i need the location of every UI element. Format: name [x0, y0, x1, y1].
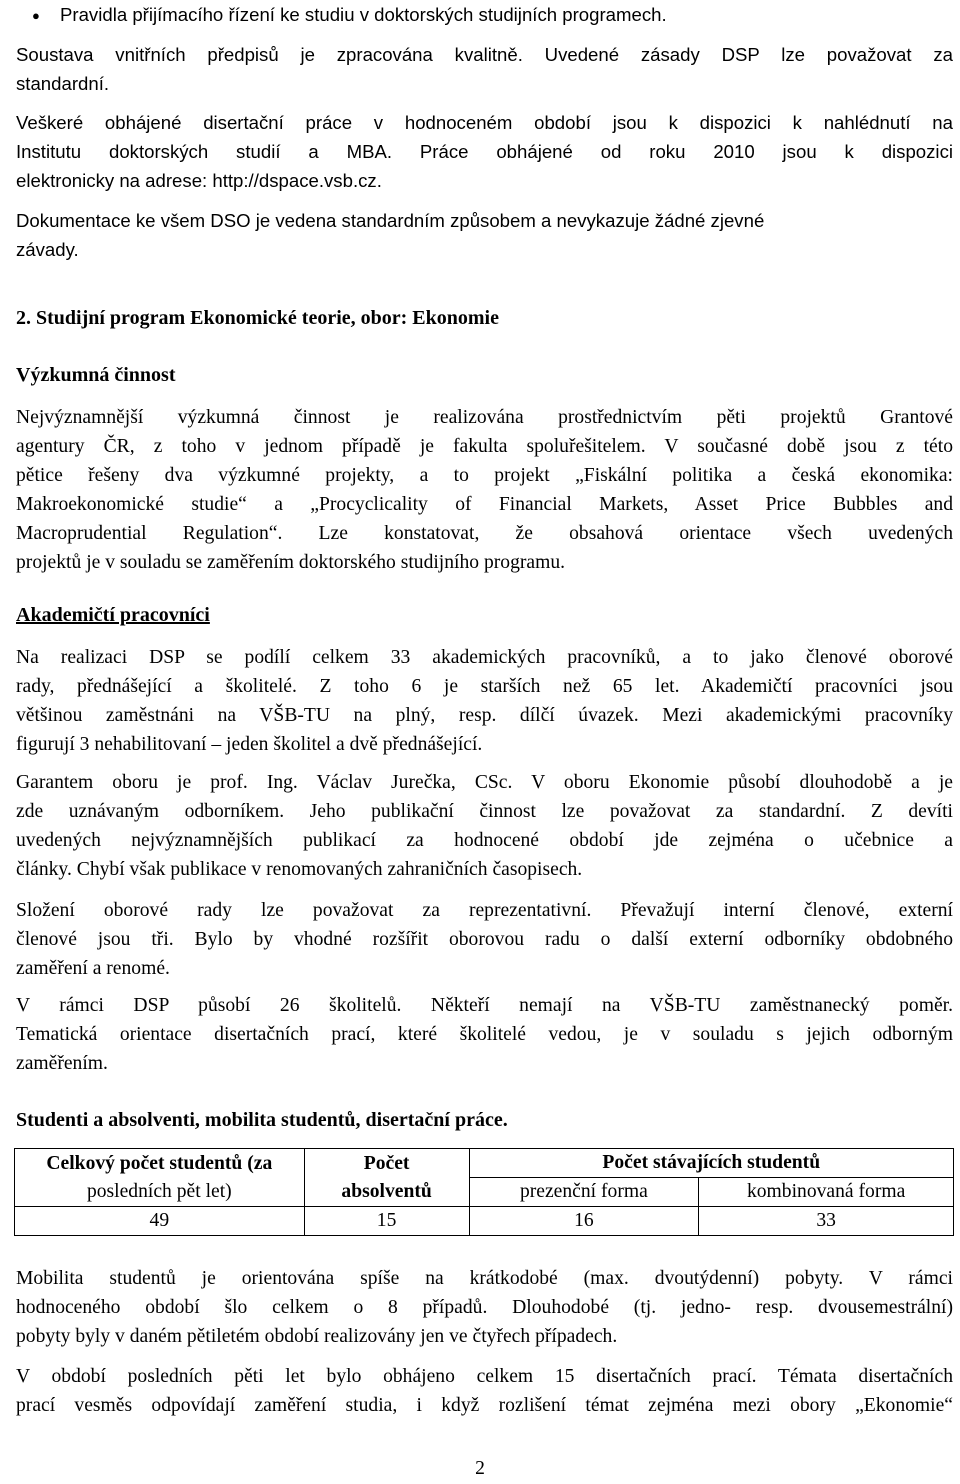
- text-line: zde uznávaným odborníkem. Jeho publikační činnost lze považovat za standardní. Z devíti: [16, 801, 953, 822]
- bullet-icon: ●: [32, 8, 40, 23]
- header-total-students: Celkový počet studentů (za posledních pět let): [15, 1149, 305, 1207]
- cell-total: 49: [15, 1207, 305, 1236]
- section-heading: 2. Studijní program Ekonomické teorie, obor: Ekonomie: [16, 307, 499, 329]
- text-line: V rámci DSP působí 26 školitelů. Někteří nemají na VŠB-TU zaměstnanecký poměr.: [16, 995, 953, 1016]
- text-line: Garantem oboru je prof. Ing. Václav Jurečka, CSc. V oboru Ekonomie působí dlouhodobě a je: [16, 772, 953, 793]
- text-line: zaměření a renomé.: [16, 958, 170, 979]
- header-combined: kombinovaná forma: [699, 1178, 954, 1207]
- cell-fulltime: 16: [469, 1207, 699, 1236]
- page-number: 2: [475, 1458, 485, 1479]
- text-line: Na realizaci DSP se podílí celkem 33 akademických pracovníků, a to jako členové oborové: [16, 647, 953, 668]
- text-line: figurují 3 nehabilitovaní – jeden školitel a dvě přednášející.: [16, 734, 483, 755]
- students-heading: Studenti a absolventi, mobilita studentů, disertační práce.: [16, 1109, 508, 1131]
- text-line: závady.: [16, 239, 79, 260]
- header-current-students: Počet stávajících studentů: [469, 1149, 953, 1178]
- text-line: V období posledních pěti let bylo obhájeno celkem 15 disertačních prací. Témata disertačních: [16, 1366, 953, 1387]
- cell-graduates: 15: [304, 1207, 469, 1236]
- text-line: Složení oborové rady lze považovat za reprezentativní. Převažují interní členové, externí: [16, 900, 953, 921]
- text-line: pobyty byly v daném pětiletém období realizovány jen ve čtyřech případech.: [16, 1326, 618, 1347]
- text-line: agentury ČR, z toho v jednom případě je fakulta spoluřešitelem. V současné době jsou z této: [16, 436, 953, 457]
- paragraph-documentation: [16, 206, 953, 264]
- text-line: členové jsou tři. Bylo by vhodné rozšířit oborovou radu o další externí odborníky obdobného: [16, 929, 953, 950]
- text-line: rady, přednášející a školitelé. Z toho 6 je starších než 65 let. Akademičtí pracovníci jsou: [16, 676, 953, 697]
- students-table: [14, 1148, 954, 1236]
- text-line: zaměřením.: [16, 1053, 108, 1074]
- text-line: Institutu doktorských studií a MBA. Práce obhájené od roku 2010 jsou k dispozici: [16, 141, 953, 162]
- text-line: Tematická orientace disertačních prací, které školitelé vedou, je v souladu s jejich odborným: [16, 1024, 953, 1045]
- paragraph-staff-count: [16, 643, 953, 759]
- research-heading: Výzkumná činnost: [16, 364, 176, 386]
- table-row: [15, 1207, 954, 1236]
- text-line: projektů je v souladu se zaměřením doktorského studijního programu.: [16, 552, 566, 573]
- text-line: Soustava vnitřních předpisů je zpracována kvalitně. Uvedené zásady DSP lze považovat za: [16, 44, 953, 65]
- text-line: hodnoceného období šlo celkem o 8 případů. Dlouhodobé (tj. jedno- resp. dvousemestrální): [16, 1297, 953, 1318]
- paragraph-supervisors: [16, 991, 953, 1078]
- bullet-text: Pravidla přijímacího řízení ke studiu v doktorských studijních programech.: [60, 4, 667, 25]
- paragraph-mobility: [16, 1264, 953, 1351]
- text-line: Macroprudential Regulation“. Lze konstatovat, že obsahová orientace všech uvedených: [16, 523, 953, 544]
- paragraph-board: [16, 896, 953, 983]
- text-line: většinou zaměstnáni na VŠB-TU na plný, resp. dílčí úvazek. Mezi akademickými pracovníky: [16, 705, 953, 726]
- text-line: Makroekonomické studie“ a „Procyclicality of Financial Markets, Asset Price Bubbles and: [16, 494, 953, 515]
- paragraph-guarantor: [16, 768, 953, 884]
- text-line: Dokumentace ke všem DSO je vedena standardním způsobem a nevykazuje žádné zjevné: [16, 210, 765, 231]
- staff-heading: Akademičtí pracovníci: [16, 604, 210, 626]
- header-graduates: Počet absolventů: [304, 1149, 469, 1207]
- paragraph-theses: [16, 1362, 953, 1420]
- paragraph-internal-rules: [16, 40, 953, 98]
- paragraph-research: [16, 403, 953, 577]
- header-fulltime: prezenční forma: [469, 1178, 699, 1207]
- paragraph-theses-access: [16, 108, 953, 195]
- text-line: Mobilita studentů je orientována spíše na krátkodobé (max. dvoutýdenní) pobyty. V rámci: [16, 1268, 953, 1289]
- text-line: Veškeré obhájené disertační práce v hodnoceném období jsou k dispozici k nahlédnutí na: [16, 112, 953, 133]
- text-line: uvedených nejvýznamnějších publikací za hodnocené období jde zejména o učebnice a: [16, 830, 953, 851]
- text-line: elektronicky na adrese: http://dspace.vsb.cz.: [16, 170, 382, 191]
- text-line: pětice řešeny dva výzkumné projekty, a to projekt „Fiskální politika a česká ekonomika:: [16, 465, 953, 486]
- text-line: standardní.: [16, 73, 110, 94]
- table-header-row: [15, 1149, 954, 1178]
- text-line: prací vesměs odpovídají zaměření studia, i když rozlišení témat zejména mezi obory „Ekonomie“: [16, 1395, 953, 1416]
- text-line: články. Chybí však publikace v renomovaných zahraničních časopisech.: [16, 859, 583, 880]
- text-line: Nejvýznamnější výzkumná činnost je realizována prostřednictvím pěti projektů Grantové: [16, 407, 953, 428]
- bullet-list-item: [16, 0, 953, 29]
- cell-combined: 33: [699, 1207, 954, 1236]
